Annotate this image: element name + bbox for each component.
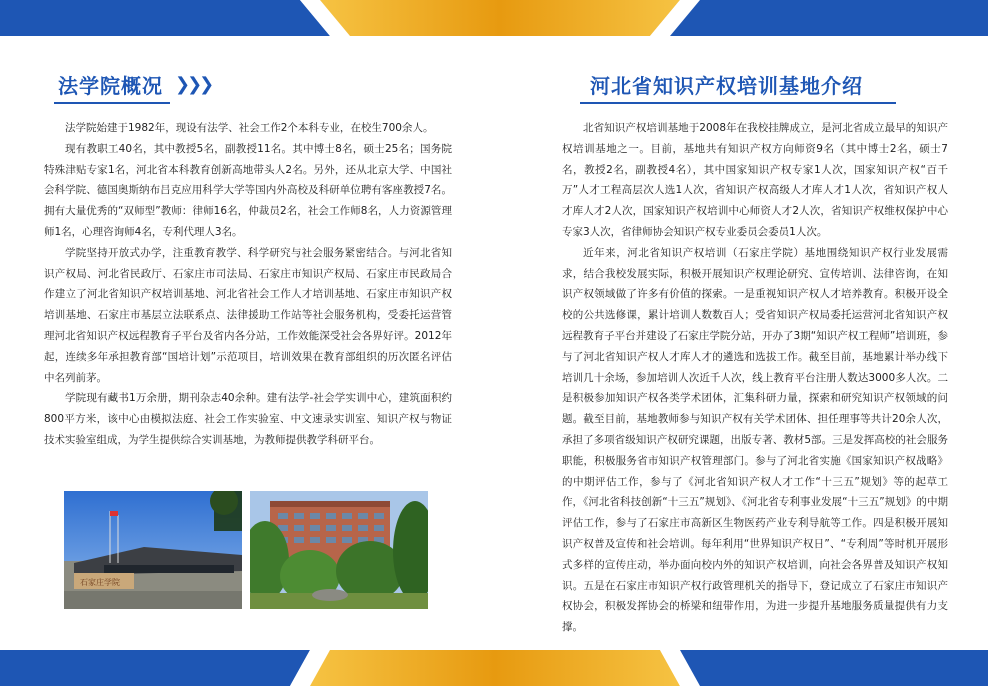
- left-title-row: [58, 70, 211, 99]
- right-paragraph-1: 北省知识产权培训基地于2008年在我校挂牌成立，是河北省成立最早的知识产权培训基地之一。目前，基地共有知识产权方向师资9名（其中博士2名，硕士7名，教授2名，副教授4名），其中国家知识产权专家1人次，国家知识产权“百千万”人才工程高层次人选1人次，省知识产权高级人才库人才1人次，省知识产权人才库人才2人次，国家知识产权培训中心师资人才2人次，省知识产权维权保护中心专家3人次，省律师协会知识产权专业委员会委员1人次。: [562, 122, 948, 238]
- left-paragraph-3: 学院坚持开放式办学，注重教育教学、科学研究与社会服务紧密结合。与河北省知识产权局、河北省民政厅、石家庄市司法局、石家庄市知识产权局、石家庄市民政局合作建立了河北省知识产权培训基地、河北省社会工作人才培训基地、石家庄市知识产权培训基地、石家庄市基层立法联系点、法律援助工作站等社会服务机构，受委托运营管理河北省知识产权远程教育子平台及省内各分站，工作效能深受社会各界好评。2012年起，连续多年承担教育部“国培计划”示范项目，培训效果在教育部组织的历次匿名评估中名列前茅。: [44, 246, 452, 384]
- bottom-banner-graphic: [0, 650, 988, 686]
- left-title: 法学院概况: [58, 74, 163, 98]
- right-paragraph-2: 近年来，河北省知识产权培训（石家庄学院）基地围绕知识产权行业发展需求，结合我校发展实际，积极开展知识产权理论研究、宣传培训、法律咨询，在知识产权领域做了许多有价值的探索。一是重视知识产权人才培养教育。积极开设全校的公共选修课，累计培训人数数百人；受省知识产权局委托运营河北省知识产权远程教育子平台并建设了石家庄学院分站，开办了3期“知识产权工程师”培训班，参与了河北省知识产权人才库人才的遴选和选拔工作。截至目前，基地累计举办线下培训几十余场，参加培训人次近千人次，线上教育平台注册人数达3000多人次。二是积极参加知识产权各类学术团体，汇集科研力量，探索和研究知识产权领域的问题。截至目前，基地教师参与知识产权有关学术团体、担任理事等共计20余人次，承担了多项省级知识产权研究课题，出版专著、教材5部。三是发挥高校的社会服务职能，积极服务省市知识产权管理部门。参与了河北省实施《国家知识产权战略》的中期评估工作，参与了《河北省知识产权人才工作“十三五”规划》等的起草工作，《河北省科技创新“十三五”规划》、《河北省专利事业发展“十三五”规划》的中期评估工作，参与了石家庄市高新区生物医药产业专利导航等工作。四是积极开展知识产权普及宣传和社会培训。每年利用“世界知识产权日”、“专利周”等时机开展形式多样的宣传庄动，举办面向校内外的知识产权培训，向社会各界普及知识产权知识。五是在石家庄市知识产权行政管理机关的指导下，登记成立了石家庄市知识产权协会，积极发挥协会的桥梁和纽带作用，为进一步提升基地服务质量提供有力支撑。: [562, 246, 948, 634]
- top-banner-graphic: [0, 0, 988, 36]
- right-page: [494, 36, 988, 650]
- left-body: [44, 118, 452, 451]
- left-title-underline: [54, 102, 170, 104]
- right-title: 河北省知识产权培训基地介绍: [590, 74, 863, 98]
- left-paragraph-2: 现有教职工40名，其中教授5名，副教授11名。其中博士8名，硕士25名；国务院特殊津贴专家1名，河北省本科教育创新高地带头人2名。另外，还从北京大学、中国社会科学院、德国奥斯纳布吕克应用科学大学等国内外高校及科研单位聘有客座教授7名。拥有大量优秀的“双师型”教师：律师16名，仲裁员2名，社会工作师8名，人力资源管理师1名，心理咨询师4名，专利代理人3名。: [44, 142, 452, 238]
- left-page: [0, 36, 494, 650]
- bottom-banner: [0, 650, 988, 686]
- campus-gate-photo: [64, 491, 242, 609]
- top-banner: [0, 0, 988, 36]
- left-paragraph-1: 法学院始建于1982年，现设有法学、社会工作2个本科专业，在校生700余人。: [65, 122, 434, 134]
- triple-chevron-icon: ❯❯❯: [175, 74, 212, 95]
- building-photo: [250, 491, 428, 609]
- left-paragraph-4: 学院现有藏书1万余册，期刊杂志40余种。建有法学-社会学实训中心，建筑面积约800平方米，该中心由模拟法庭、社会工作实验室、中文速录实训室、知识产权与物证技术实验室组成，为学生提供综合实训基地，为教师提供教学科研平台。: [44, 392, 452, 446]
- right-title-underline: [580, 102, 896, 104]
- gate-sign-text: 石家庄学院: [80, 578, 120, 587]
- right-body: [562, 118, 948, 638]
